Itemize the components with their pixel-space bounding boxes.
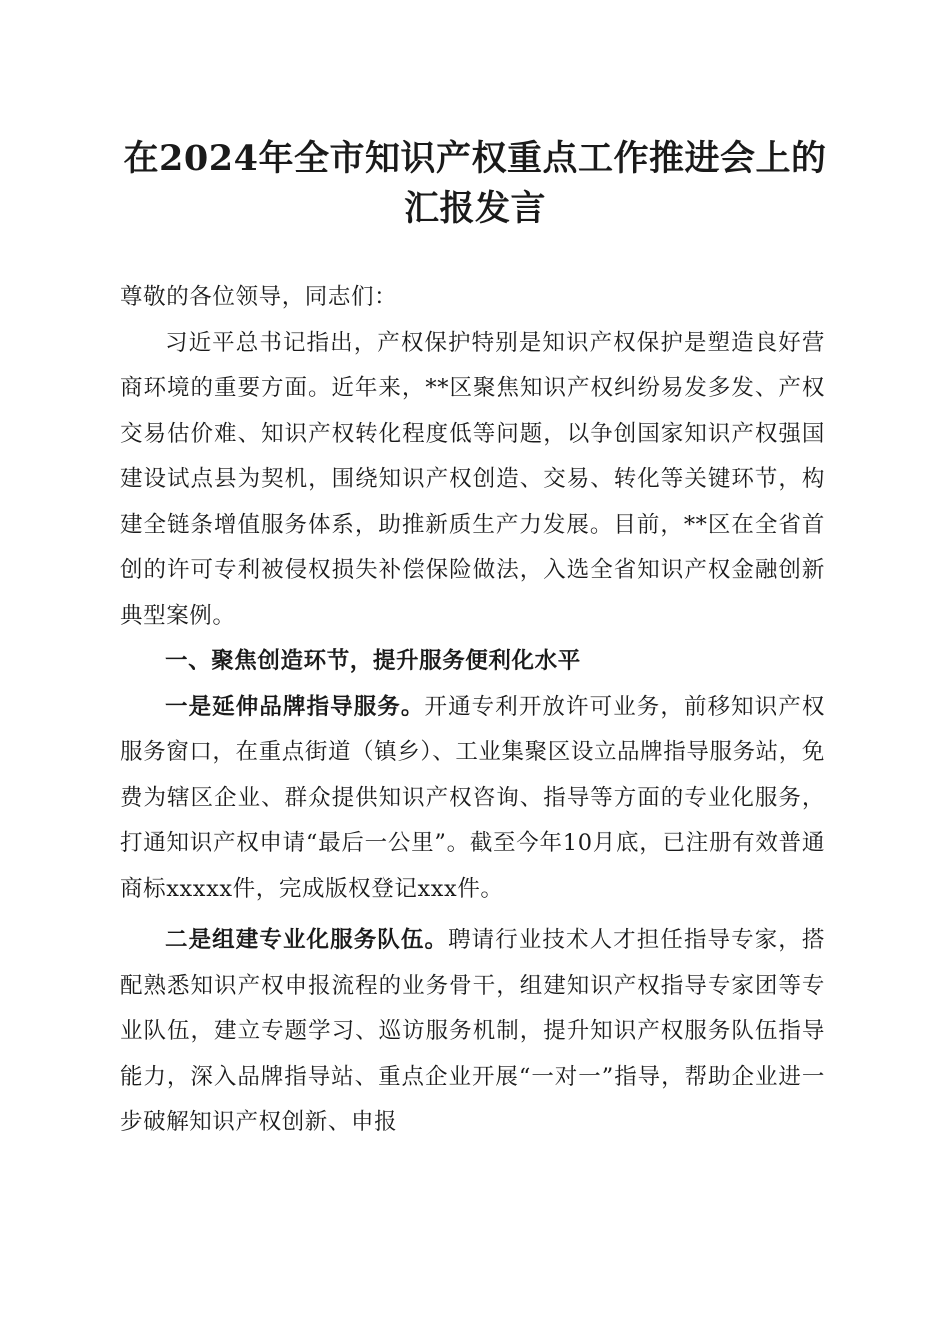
paragraph-1 bbox=[120, 685, 825, 913]
title-line-2: 汇报发言 bbox=[403, 188, 546, 229]
paragraph-2 bbox=[120, 918, 825, 1146]
section-heading-1: 一、聚焦创造环节，提升服务便利化水平 bbox=[165, 648, 581, 674]
title-line-1: 在2024年全市知识产权重点工作推进会上的 bbox=[123, 138, 827, 179]
document-body bbox=[120, 275, 825, 1146]
paragraph-2-lead: 二是组建专业化服务队伍。 bbox=[165, 927, 449, 953]
document-title bbox=[110, 134, 840, 234]
paragraph-2-body: 聘请行业技术人才担任指导专家，搭配熟悉知识产权申报流程的业务骨干，组建知识产权指导专家团等专业队伍，建立专题学习、巡访服务机制，提升知识产权服务队伍指导能力，深入品牌指导站、重点企业开展“一对一”指导，帮助企业进一步破解知识产权创新、申报 bbox=[120, 927, 825, 1135]
salutation: 尊敬的各位领导，同志们： bbox=[120, 284, 398, 310]
paragraph-1-lead: 一是延伸品牌指导服务。 bbox=[165, 693, 425, 720]
intro-paragraph: 习近平总书记指出，产权保护特别是知识产权保护是塑造良好营商环境的重要方面。近年来，**区聚焦知识产权纠纷易发多发、产权交易估价难、知识产权转化程度低等问题，以争创国家知识产权强国建设试点县为契机，围绕知识产权创造、交易、转化等关键环节，构建全链条增值服务体系，助推新质生产力发展。目前，**区在全省首创的许可专利被侵权损失补偿保险做法，入选全省知识产权金融创新典型案例。 bbox=[120, 329, 825, 629]
paragraph-1-body: 开通专利开放许可业务，前移知识产权服务窗口，在重点街道（镇乡）、工业集聚区设立品牌指导服务站，免费为辖区企业、群众提供知识产权咨询、指导等方面的专业化服务，打通知识产权申请“最后一公里”。截至今年10月底，已注册有效普通商标xxxxx件，完成版权登记xxx件。 bbox=[120, 693, 825, 902]
